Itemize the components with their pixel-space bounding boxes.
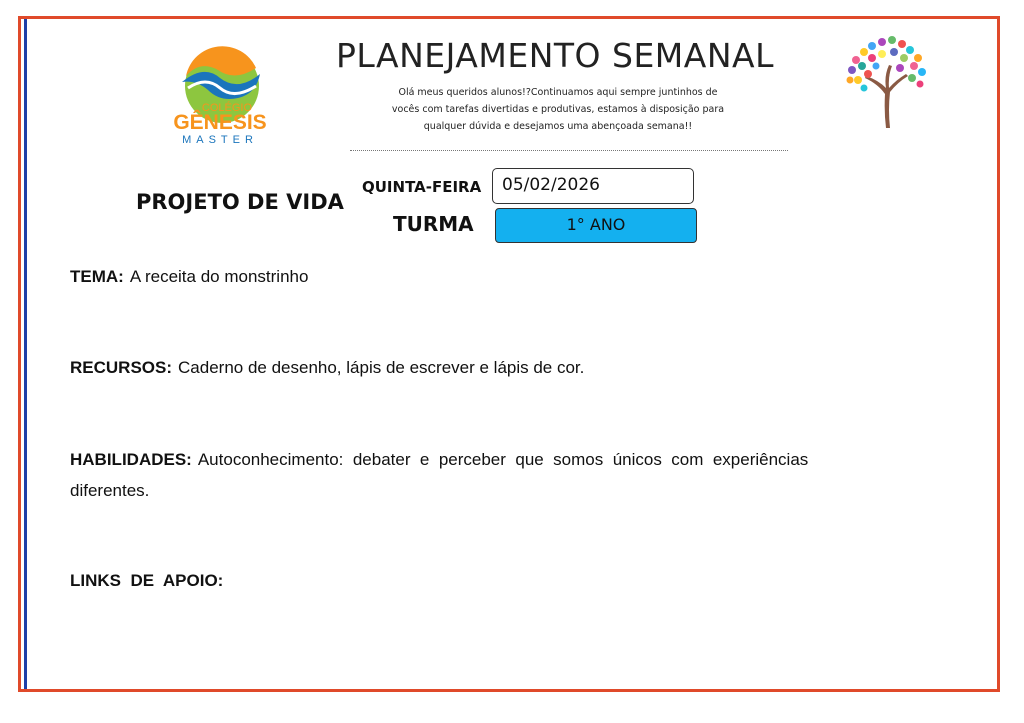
greeting-line: qualquer dúvida e desejamos uma abençoada semana!! — [423, 121, 693, 132]
logo-master-text: MASTER — [182, 134, 258, 146]
page-title: PLANEJAMENTO SEMANAL — [335, 36, 774, 75]
logo-emblem-icon — [160, 24, 282, 148]
left-accent-bar — [24, 19, 27, 689]
date-field[interactable]: 05/02/2026 — [492, 168, 694, 204]
theme-label: TEMA: — [70, 267, 124, 286]
weekday-label: QUINTA-FEIRA — [362, 178, 482, 196]
greeting-line: Olá meus queridos alunos!?Continuamos aqui sempre juntinhos de — [398, 87, 718, 98]
skills-value: Autoconhecimento: debater e perceber que somos únicos com experiências — [197, 450, 809, 469]
greeting-text — [372, 84, 744, 135]
skills-section — [70, 444, 900, 506]
class-label: TURMA — [393, 212, 474, 236]
colorful-tree-icon — [836, 30, 932, 130]
header-divider — [350, 150, 788, 151]
school-logo — [160, 24, 282, 148]
resources-value: Caderno de desenho, lápis de escrever e lápis de cor. — [178, 358, 585, 377]
theme-section — [70, 261, 900, 292]
skills-label: HABILIDADES: — [70, 450, 192, 469]
class-badge: 1° ANO — [495, 208, 697, 243]
skills-value-continued: diferentes. — [70, 481, 150, 500]
support-links-label: LINKS DE APOIO: — [70, 571, 224, 590]
logo-genesis-text: GÊNESIS — [173, 111, 267, 134]
theme-value: A receita do monstrinho — [129, 267, 309, 286]
resources-section — [70, 352, 900, 383]
project-title: PROJETO DE VIDA — [136, 190, 344, 214]
logo-college-text: COLÉGIO — [201, 102, 252, 114]
resources-label: RECURSOS: — [70, 358, 173, 377]
greeting-line: vocês com tarefas divertidas e produtivas, estamos à disposição para — [391, 104, 725, 115]
support-links-section — [70, 565, 900, 596]
